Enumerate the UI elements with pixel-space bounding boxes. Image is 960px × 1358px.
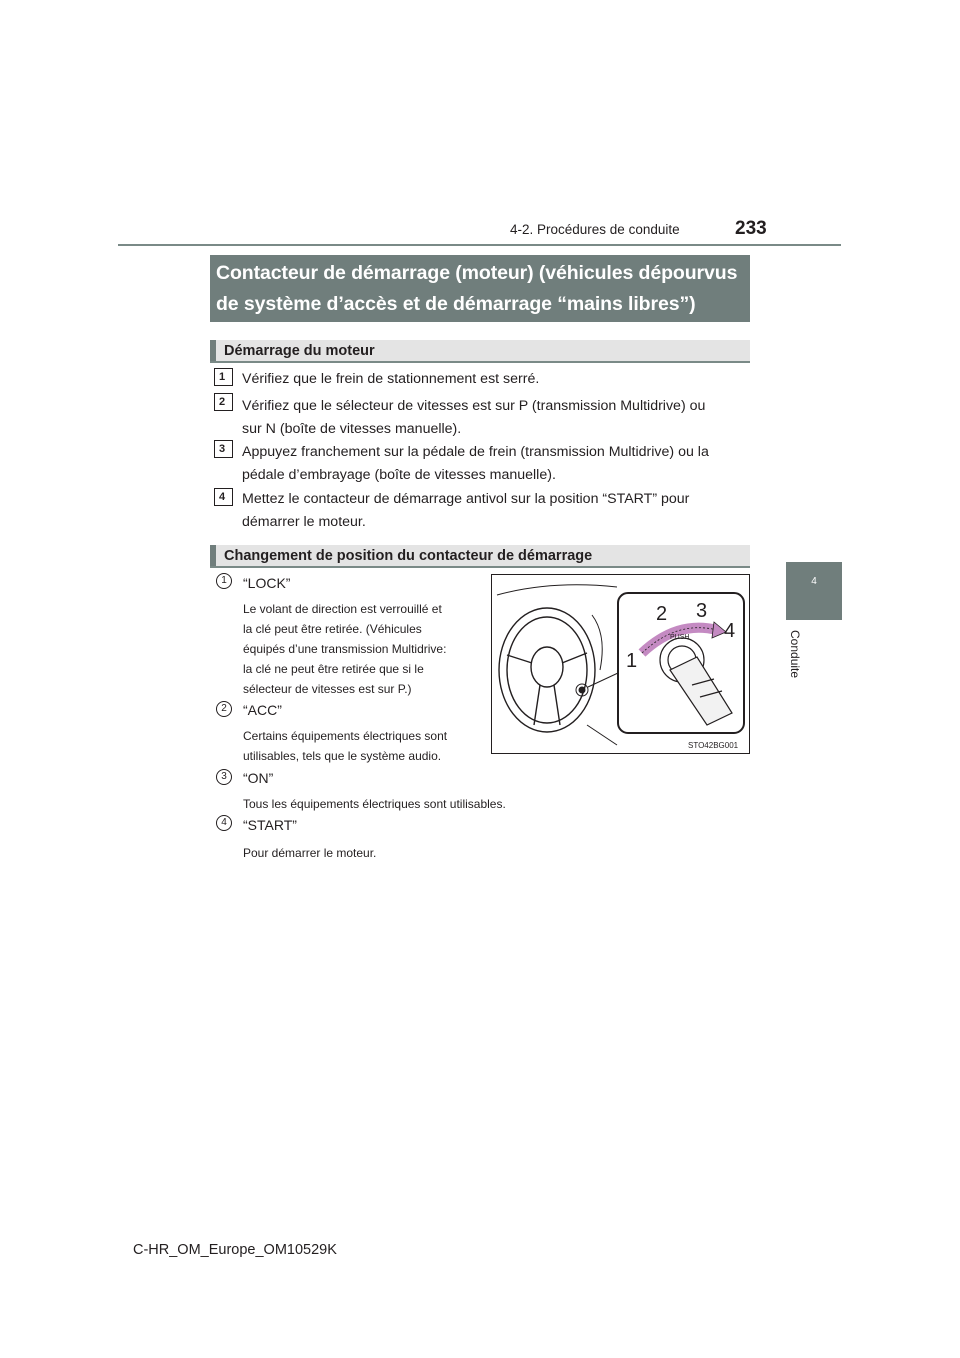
desc-line: sélecteur de vitesses est sur P.) <box>243 682 412 696</box>
position-number: 1 <box>216 573 232 589</box>
desc-line: Tous les équipements électriques sont utilisables. <box>243 797 506 811</box>
position-label: “ON” <box>243 770 274 786</box>
push-label: PUSH <box>670 634 690 641</box>
steering-wheel-icon <box>499 608 595 732</box>
desc-line: Le volant de direction est verrouillé et <box>243 602 442 616</box>
position-label: “LOCK” <box>243 575 291 591</box>
desc-line: la clé ne peut être retirée que si le <box>243 662 424 676</box>
step-line: démarrer le moteur. <box>242 514 366 530</box>
document-id: C-HR_OM_Europe_OM10529K <box>133 1242 337 1258</box>
header-rule <box>118 244 841 246</box>
page-title-line2: de système d’accès et de démarrage “mains libres”) <box>216 293 696 315</box>
step-badge: 4 <box>214 488 233 506</box>
callout-1: 1 <box>626 650 638 672</box>
position-label: “ACC” <box>243 702 282 718</box>
desc-line: utilisables, tels que le système audio. <box>243 749 442 763</box>
section-heading-positions <box>210 545 750 568</box>
step-text <box>242 395 749 441</box>
position-number: 4 <box>216 815 232 831</box>
position-description <box>243 843 376 863</box>
desc-line: Certains équipements électriques sont <box>243 729 448 743</box>
illustration-code: STO42BG001 <box>688 741 739 750</box>
position-number: 3 <box>216 769 232 785</box>
chapter-number: 4 <box>811 576 817 587</box>
ignition-switch-illustration <box>491 574 750 754</box>
desc-line: équipés d’une transmission Multidrive: <box>243 642 447 656</box>
step-line: Mettez le contacteur de démarrage antivol sur la position “START” pour <box>242 491 690 507</box>
step-line: Appuyez franchement sur la pédale de frein (transmission Multidrive) ou la <box>242 444 709 460</box>
step-badge: 2 <box>214 393 233 411</box>
step-line: pédale d’embrayage (boîte de vitesses manuelle). <box>242 467 556 483</box>
position-label: “START” <box>243 817 297 833</box>
chapter-label <box>782 628 806 688</box>
position-description <box>243 726 479 766</box>
section-heading-text: Démarrage du moteur <box>224 343 375 359</box>
step-badge: 1 <box>214 368 233 386</box>
step-line: Vérifiez que le frein de stationnement est serré. <box>242 371 540 387</box>
callout-2: 2 <box>656 603 668 625</box>
position-number: 2 <box>216 701 232 717</box>
page-title-line1: Contacteur de démarrage (moteur) (véhicules dépourvus <box>216 262 738 284</box>
heading-bar <box>210 340 216 361</box>
page-number: 233 <box>735 218 767 239</box>
desc-line: Pour démarrer le moteur. <box>243 846 377 860</box>
page-title <box>210 255 750 322</box>
position-description <box>243 794 506 814</box>
step-line: sur N (boîte de vitesses manuelle). <box>242 421 462 437</box>
desc-line: la clé peut être retirée. (Véhicules <box>243 622 422 636</box>
step-text <box>242 441 749 487</box>
illustration-drawing <box>492 575 749 753</box>
step-line: Vérifiez que le sélecteur de vitesses est sur P (transmission Multidrive) ou <box>242 398 706 414</box>
step-text <box>242 368 749 391</box>
chapter-tab <box>786 562 842 620</box>
position-description <box>243 599 479 699</box>
section-heading-text: Changement de position du contacteur de démarrage <box>224 548 593 564</box>
callout-4: 4 <box>724 620 736 642</box>
section-heading-starting <box>210 340 750 363</box>
chapter-label-text: Conduite <box>788 630 802 679</box>
section-header: 4-2. Procédures de conduite <box>510 222 680 237</box>
step-text <box>242 488 749 534</box>
callout-3: 3 <box>696 600 708 622</box>
heading-bar <box>210 545 216 566</box>
step-badge: 3 <box>214 440 233 458</box>
